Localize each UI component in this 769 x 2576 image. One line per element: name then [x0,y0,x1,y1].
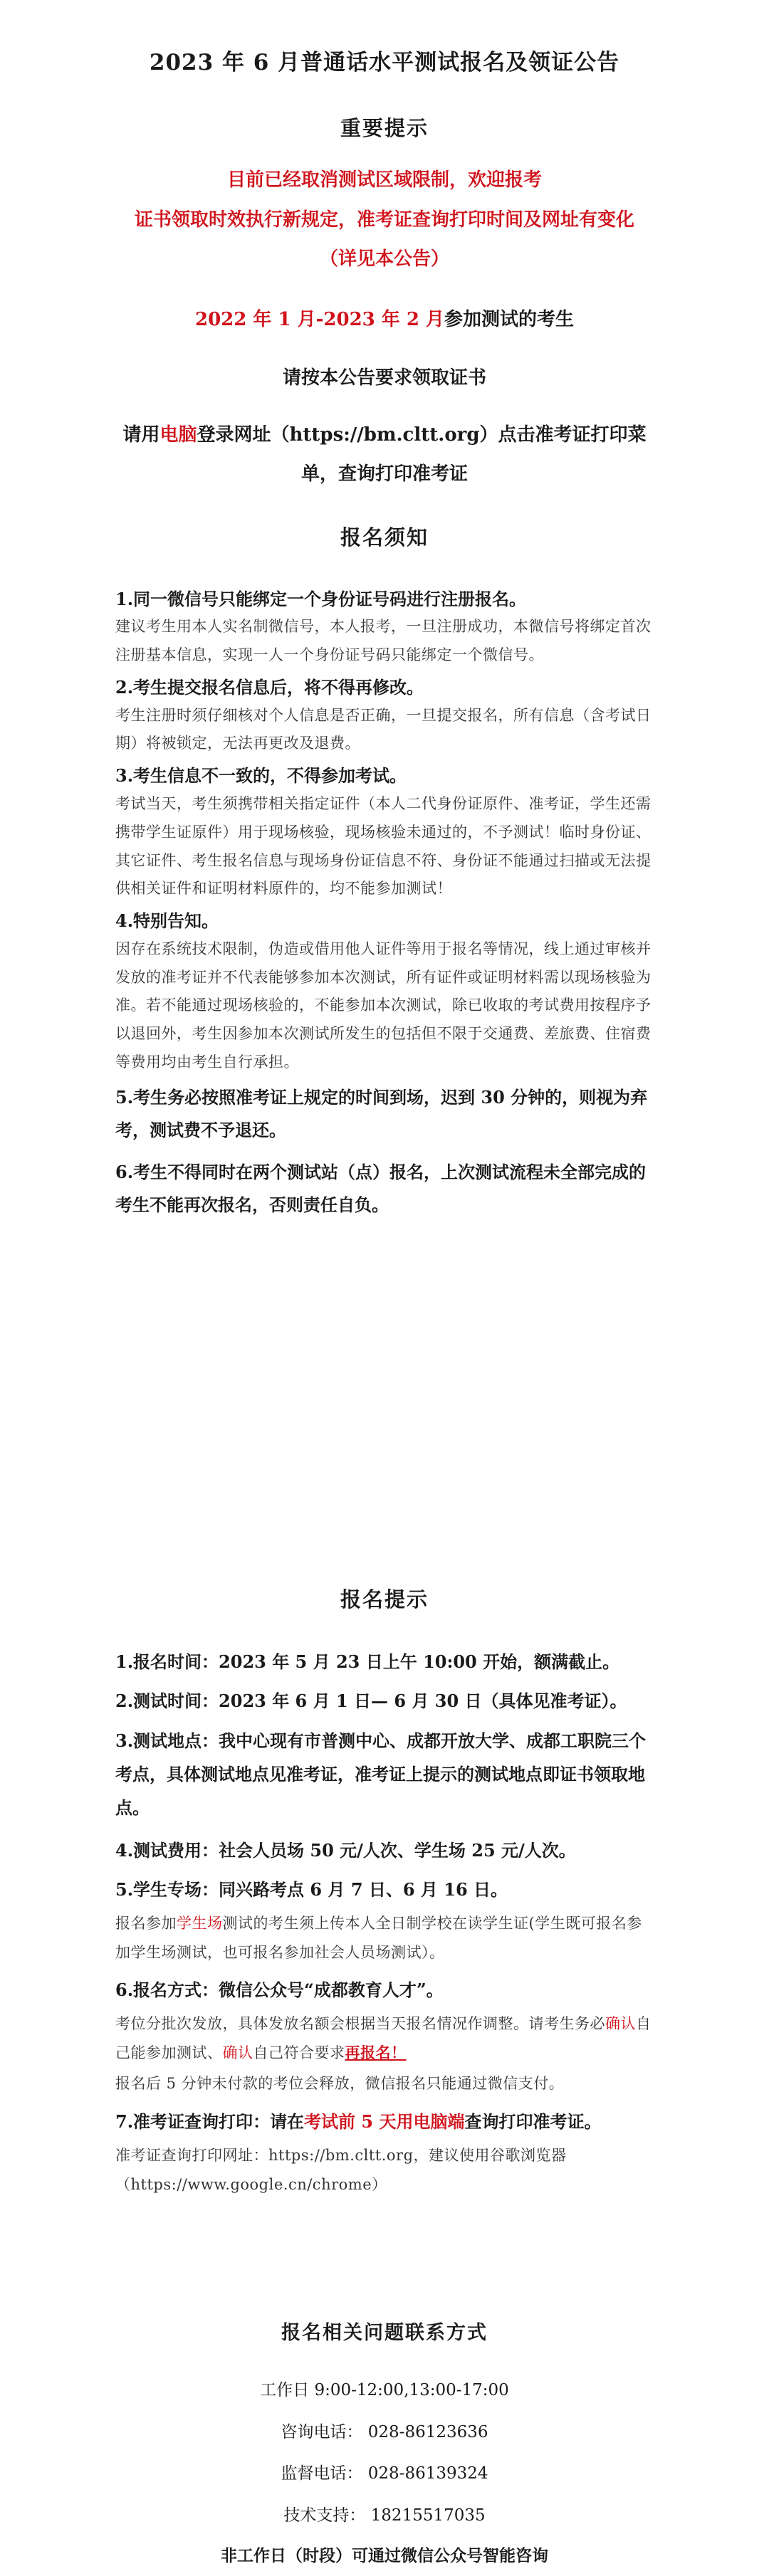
notice-list [115,586,654,1221]
tip5-red: 学生场 [177,1915,223,1933]
contact-supervise: 监督电话： 028-86139324 [281,2464,488,2483]
tip6-a: 考位分批次发放，具体发放名额会根据当天报名情况作调整。请考生务必 [115,2015,605,2033]
contact-hours: 工作日 9:00-12:00,13:00-17:00 [260,2381,509,2399]
period-line [0,305,769,331]
tip-item-6-desc [115,2009,654,2068]
notice-item [115,674,654,758]
tip6-c: 自己符合要求 [253,2044,345,2062]
red-notice-line-3: （详见本公告） [319,248,449,270]
login-post: 登录网址（https://bm.cltt.org）点击准考证打印菜 [197,424,647,446]
notice-item [115,762,654,903]
login-red: 电脑 [159,424,197,446]
tips-heading: 报名提示 [340,1587,429,1612]
login-line-1 [0,420,769,446]
tip-item-6: 6.报名方式：微信公众号“成都教育人才”。 [115,1980,444,2001]
tips-list [115,1642,654,2199]
notice-item-title: 6.考生不得同时在两个测试站（点）报名，上次测试流程未全部完成的考生不能再次报名，否则责任自负。 [115,1162,647,1215]
contact-consult: 咨询电话： 028-86123636 [281,2423,488,2441]
notice-item-desc: 建议考生用本人实名制微信号，本人报考，一旦注册成功，本微信号将绑定首次注册基本信息，实现一人一个身份证号码只能绑定一个微信号。 [115,618,652,664]
tip-item-7 [115,2102,654,2141]
tip-item-2: 2.测试时间：2023 年 6 月 1 日— 6 月 30 日（具体见准考证）。 [115,1691,627,1712]
notice-item [115,586,654,670]
notice-item-desc: 因存在系统技术限制，伪造或借用他人证件等用于报名等情况，线上通过审核并发放的准考证并不代表能够参加本次测试，所有证件或证明材料需以现场核验为准。若不能通过现场核验的，不能参加本次测试，除已收取的考试费用按程序予以退回外，考生因参加本次测试所发生的包括但不限于交通费、差旅费、住宿费等费用均由考生自行承担。 [115,940,652,1071]
notice-item [115,1156,654,1221]
tip6-red1: 确认 [605,2015,636,2033]
page-title: 2023 年 6 月普通话水平测试报名及领证公告 [149,50,620,75]
contact-heading: 报名相关问题联系方式 [281,2322,488,2344]
tip-item-3: 3.测试地点：我中心现有市普测中心、成都开放大学、成都工职院三个考点，具体测试地点见准考证，准考证上提示的测试地点即证书领取地点。 [115,1730,647,1818]
red-notice-line-2: 证书领取时效执行新规定，准考证查询打印时间及网址有变化 [134,209,634,231]
tip7-red: 考试前 5 天用电脑端 [304,2111,465,2133]
tip-item-5: 5.学生专场：同兴路考点 6 月 7 日、6 月 16 日。 [115,1878,508,1900]
tip-item-7-desc: 准考证查询打印网址：https://bm.cltt.org，建议使用谷歌浏览器（https://www.google.cn/chrome） [115,2147,567,2194]
tip5-pre: 报名参加 [115,1915,177,1933]
login-line-2: 单，查询打印准考证 [300,463,468,485]
notice-item-title: 4.特别告知。 [115,910,219,932]
tip-item-4: 4.测试费用：社会人员场 50 元/人次、学生场 25 元/人次。 [115,1839,576,1861]
red-notice-line-1: 目前已经取消测试区域限制，欢迎报考 [226,169,542,191]
tip7-pre: 7.准考证查询打印：请在 [115,2111,305,2133]
notice-item [115,908,654,1077]
contact-offhours: 非工作日（时段）可通过微信公众号智能咨询 [221,2546,548,2565]
claim-line: 请按本公告要求领取证书 [282,367,486,389]
notice-item-title: 5.考生务必按照准考证上规定的时间到场，迟到 30 分钟的，则视为弃考，测试费不予退还。 [115,1087,648,1140]
tip-item-1: 1.报名时间：2023 年 5 月 23 日上午 10:00 开始，额满截止。 [115,1651,620,1672]
tip-item-5-desc [115,1909,654,1967]
login-pre: 请用 [122,424,160,446]
period-red: 2022 年 1 月-2023 年 2 月 [194,309,444,330]
notice-item [115,1081,654,1146]
period-rest: 参加测试的考生 [444,309,575,330]
tip6-red3: 再报名！ [345,2044,407,2062]
notice-heading: 报名须知 [340,525,429,550]
important-heading: 重要提示 [340,116,429,140]
notice-item-title: 3.考生信息不一致的，不得参加考试。 [115,765,407,787]
tip6-b: 自己能参加测试、 [115,2015,652,2062]
notice-item-desc: 考试当天，考生须携带相关指定证件（本人二代身份证原件、准考证，学生还需携带学生证原件）用于现场核验，现场核验未通过的，不予测试！临时身份证、其它证件、考生报名信息与现场身份证信息不符、身份证不能通过扫描或无法提供相关证件和证明材料原件的，均不能参加测试！ [115,794,652,898]
contact-tech: 技术支持： 18215517035 [283,2506,486,2525]
tip6-red2: 确认 [222,2044,253,2062]
tip7-post: 查询打印准考证。 [464,2111,602,2133]
tip-item-6-note: 报名后 5 分钟未付款的考位会释放，微信报名只能通过微信支付。 [115,2075,565,2093]
notice-item-desc: 考生注册时须仔细核对个人信息是否正确，一旦提交报名，所有信息（含考试日期）将被锁定，无法再更改及退费。 [115,706,652,752]
notice-item-title: 2.考生提交报名信息后，将不得再修改。 [115,677,424,698]
notice-item-title: 1.同一微信号只能绑定一个身份证号码进行注册报名。 [115,589,527,609]
tip5-post: 测试的考生须上传本人全日制学校在读学生证(学生既可报名参加学生场测试，也可报名参加社会人员场测试）。 [115,1915,642,1962]
